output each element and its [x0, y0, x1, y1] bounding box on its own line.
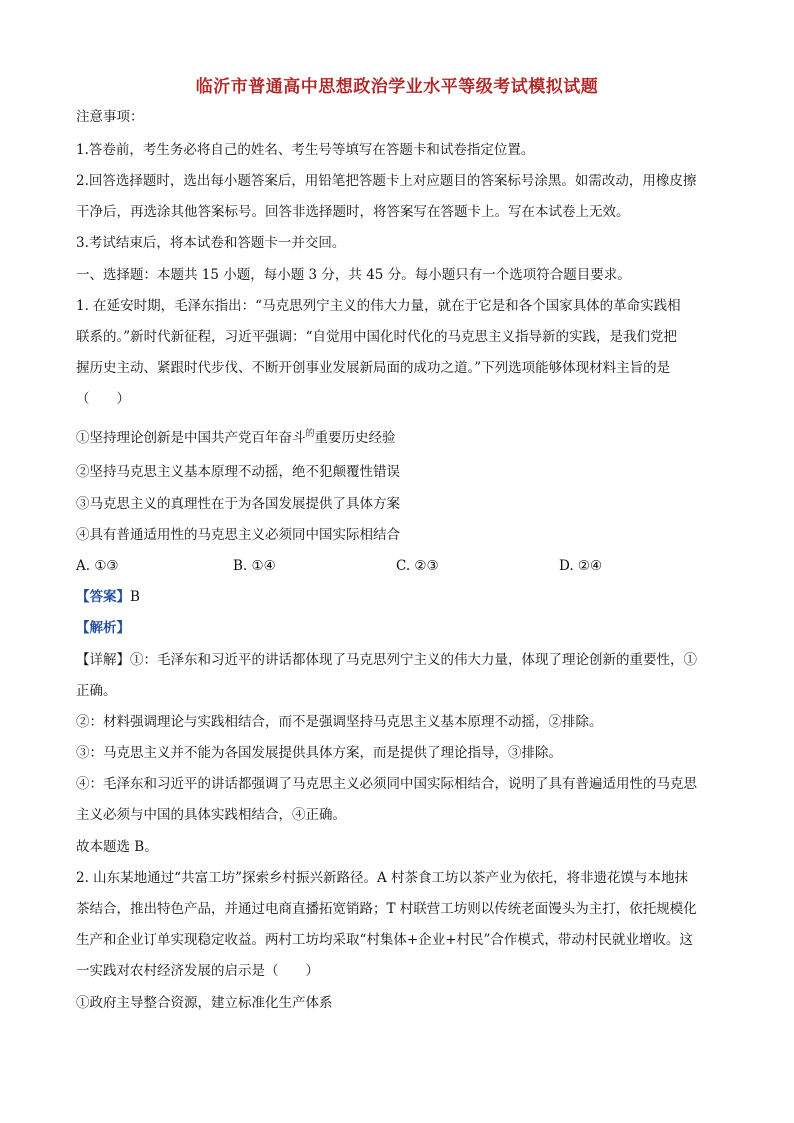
question-stem-line: 2. 山东某地通过“共富工坊”探索乡村振兴新路径。A 村茶食工坊以茶产业为依托，将非遗花馍与本地抹 [76, 870, 689, 886]
detail-line: 正确。 [76, 683, 117, 699]
question-stem-line: ①政府主导整合资源，建立标准化生产体系 [76, 995, 333, 1011]
detail-line: ③：马克思主义并不能为各国发展提供具体方案，而是提供了理论指导，③排除。 [76, 745, 562, 761]
option-d: D. ②④ [559, 558, 603, 574]
question-stem-line: 一实践对农村经济发展的启示是（ ） [76, 963, 319, 979]
option-c: C. ②③ [396, 558, 439, 574]
statement-superscript: 的 [305, 429, 315, 439]
question-stem-line: 联系的。”新时代新征程，习近平强调：“自觉用中国化时代化的马克思主义指导新的实践，是我们党把 [76, 329, 678, 345]
detail-line: ②：材料强调理论与实践相结合，而不是强调坚持马克思主义基本原理不动摇，②排除。 [76, 714, 603, 730]
option-b: B. ①④ [233, 558, 276, 574]
statement-text: 重要历史经验 [314, 430, 396, 446]
analysis-label-text: 【解析】 [76, 620, 130, 636]
option-a: A. ①③ [76, 558, 119, 574]
detail-line: 【详解】①：毛泽东和习近平的讲话都体现了马克思列宁主义的伟大力量，体现了理论创新的重要性，① [76, 652, 697, 668]
answer-label: 【答案】 [76, 589, 130, 605]
statement-3: ③马克思主义的真理性在于为各国发展提供了具体方案 [76, 496, 400, 512]
detail-line: 主义必须与中国的具体实践相结合，④正确。 [76, 807, 346, 823]
question-stem-line: 握历史主动、紧跟时代步伐、不断开创事业发展新局面的成功之道。”下列选项能够体现材料主旨的是 [76, 360, 671, 376]
page-title: 临沂市普通高中思想政治学业水平等级考试模拟试题 [195, 77, 599, 97]
statement-4: ④具有普通适用性的马克思主义必须同中国实际相结合 [76, 527, 400, 543]
detail-line: 故本题选 B。 [76, 839, 158, 855]
question-stem-line: （ ） [76, 391, 130, 407]
section-heading: 一、选择题：本题共 15 小题，每小题 3 分，共 45 分。每小题只有一个选项符合题目要求。 [76, 267, 631, 283]
notice-item: 1.答卷前，考生务必将自己的姓名、考生号等填写在答题卡和试卷指定位置。 [76, 142, 535, 158]
notice-item: 3.考试结束后，将本试卷和答题卡一并交回。 [76, 235, 346, 251]
notice-item: 2.回答选择题时，选出每小题答案后，用铅笔把答题卡上对应题目的答案标号涂黑。如需改动，用橡皮擦 [76, 173, 697, 189]
answer-value: B [130, 589, 140, 605]
notice-heading: 注意事项： [76, 109, 144, 125]
statement-2: ②坚持马克思主义基本原理不动摇，绝不犯颠覆性错误 [76, 464, 400, 480]
answer-line [76, 587, 724, 607]
detail-line: ④：毛泽东和习近平的讲话都强调了马克思主义必须同中国实际相结合，说明了具有普遍适用性的马克思 [76, 776, 697, 792]
notice-item: 干净后，再选涂其他答案标号。回答非选择题时，将答案写在答题卡上。写在本试卷上无效。 [76, 204, 630, 220]
statement-1 [76, 428, 724, 450]
question-stem-line: 1. 在延安时期，毛泽东指出：“马克思列宁主义的伟大力量，就在于它是和各个国家具体的革命实践相 [76, 298, 681, 314]
question-stem-line: 生产和企业订单实现稳定收益。两村工坊均采取“村集体+企业+村民”合作模式，带动村民就业增收。这 [76, 932, 693, 948]
question-stem-line: 茶结合，推出特色产品，并通过电商直播拓宽销路；T 村联营工坊则以传统老面馒头为主打，依托规模化 [76, 901, 697, 917]
analysis-label [76, 618, 724, 638]
statement-text: ①坚持理论创新是中国共产党百年奋斗 [76, 430, 306, 446]
